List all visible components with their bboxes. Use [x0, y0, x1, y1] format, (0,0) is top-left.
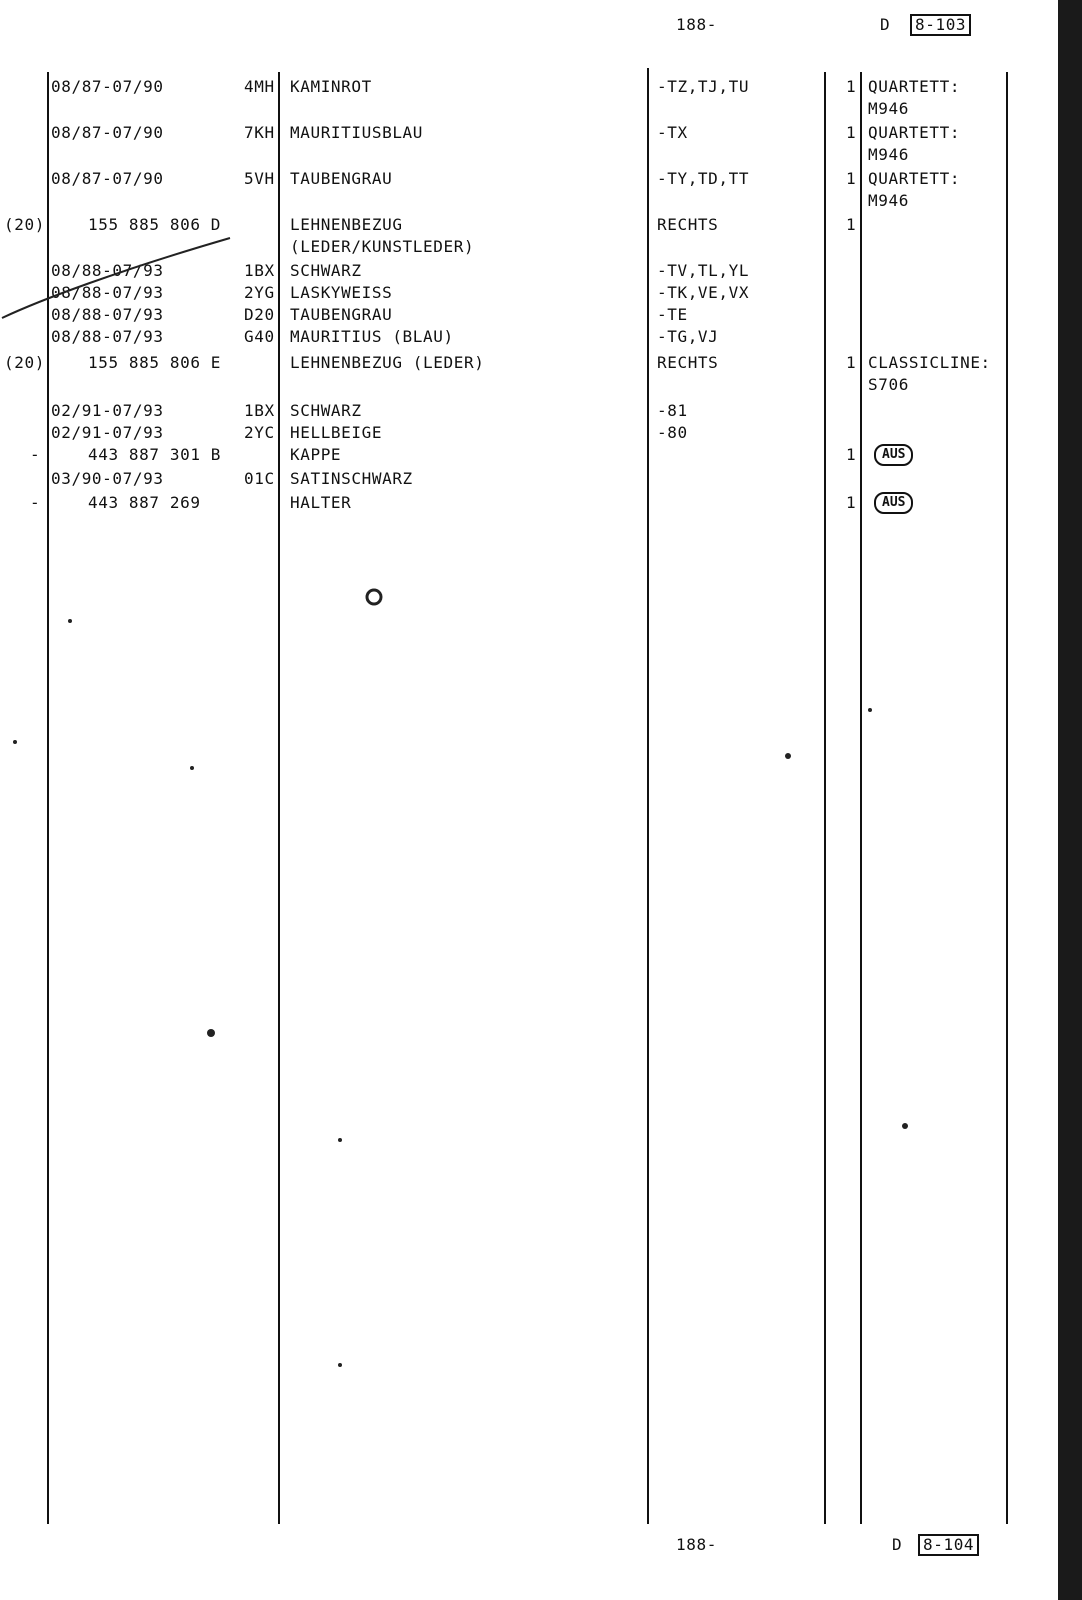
footer-page-number: 188-: [676, 1535, 717, 1554]
row-note2: M946: [868, 191, 909, 210]
row-code: 1BX: [244, 401, 275, 420]
row-qty: 1: [846, 123, 857, 142]
row-code: 7KH: [244, 123, 275, 142]
row-note2: M946: [868, 99, 909, 118]
row-code: 2YC: [244, 423, 275, 442]
speck: [367, 590, 381, 604]
row-variant: -TZ,TJ,TU: [657, 77, 750, 96]
row-desc: LEHNENBEZUG: [290, 215, 403, 234]
footer-lang: D: [892, 1535, 903, 1554]
row-date: 08/88-07/93: [51, 327, 164, 346]
row-note: QUARTETT:: [868, 169, 961, 188]
row-qty: 1: [846, 77, 857, 96]
row-desc: TAUBENGRAU: [290, 169, 393, 188]
row-variant: -80: [657, 423, 688, 442]
row-position: (20): [4, 353, 45, 372]
row-date: 03/90-07/93: [51, 469, 164, 488]
row-note: QUARTETT:: [868, 123, 961, 142]
row-part-number: 443 887 269: [88, 493, 201, 512]
row-qty: 1: [846, 169, 857, 188]
row-date: 08/88-07/93: [51, 283, 164, 302]
row-part-number: 155 885 806 E: [88, 353, 222, 372]
row-variant: RECHTS: [657, 353, 719, 372]
speck: [13, 740, 17, 744]
row-desc: TAUBENGRAU: [290, 305, 393, 324]
row-variant: -TV,TL,YL: [657, 261, 750, 280]
row-qty: 1: [846, 215, 857, 234]
footer-ref-box: 8-104: [918, 1534, 979, 1556]
row-variant: -81: [657, 401, 688, 420]
speck: [868, 708, 872, 712]
row-part-number: 155 885 806 D: [88, 215, 222, 234]
row-note2: S706: [868, 375, 909, 394]
header-page-number: 188-: [676, 15, 717, 34]
row-variant: -TY,TD,TT: [657, 169, 750, 188]
row-qty: 1: [846, 445, 857, 464]
row-date: 08/87-07/90: [51, 169, 164, 188]
row-desc: LEHNENBEZUG (LEDER): [290, 353, 485, 372]
header-lang: D: [880, 15, 891, 34]
speck: [190, 766, 194, 770]
speck: [338, 1363, 342, 1367]
speck: [785, 753, 791, 759]
aus-stamp: AUS: [874, 444, 913, 466]
row-note: QUARTETT:: [868, 77, 961, 96]
row-code: 1BX: [244, 261, 275, 280]
row-code: 5VH: [244, 169, 275, 188]
row-position: -: [30, 493, 41, 512]
speck: [902, 1123, 908, 1129]
row-variant: -TE: [657, 305, 688, 324]
row-variant: -TK,VE,VX: [657, 283, 750, 302]
row-date: 08/88-07/93: [51, 261, 164, 280]
row-note2: M946: [868, 145, 909, 164]
speck: [338, 1138, 342, 1142]
scan-edge-bar: [1058, 0, 1082, 1600]
row-code: 01C: [244, 469, 275, 488]
row-desc: KAMINROT: [290, 77, 372, 96]
row-desc: KAPPE: [290, 445, 342, 464]
row-date: 08/88-07/93: [51, 305, 164, 324]
speck: [68, 619, 72, 623]
row-desc: HELLBEIGE: [290, 423, 383, 442]
row-desc: SCHWARZ: [290, 261, 362, 280]
row-code: 2YG: [244, 283, 275, 302]
row-part-number: 443 887 301 B: [88, 445, 222, 464]
row-desc: HALTER: [290, 493, 352, 512]
row-code: 4MH: [244, 77, 275, 96]
row-variant: RECHTS: [657, 215, 719, 234]
row-desc: MAURITIUSBLAU: [290, 123, 424, 142]
row-date: 08/87-07/90: [51, 77, 164, 96]
row-desc: MAURITIUS (BLAU): [290, 327, 454, 346]
row-desc: SATINSCHWARZ: [290, 469, 413, 488]
pen-stroke: [2, 238, 230, 318]
row-date: 02/91-07/93: [51, 401, 164, 420]
speck: [207, 1029, 215, 1037]
aus-stamp: AUS: [874, 492, 913, 514]
row-desc2: (LEDER/KUNSTLEDER): [290, 237, 475, 256]
row-position: (20): [4, 215, 45, 234]
row-desc: SCHWARZ: [290, 401, 362, 420]
row-qty: 1: [846, 493, 857, 512]
row-variant: -TG,VJ: [657, 327, 719, 346]
row-desc: LASKYWEISS: [290, 283, 393, 302]
row-note: CLASSICLINE:: [868, 353, 991, 372]
row-qty: 1: [846, 353, 857, 372]
row-code: G40: [244, 327, 275, 346]
row-code: D20: [244, 305, 275, 324]
row-variant: -TX: [657, 123, 688, 142]
row-date: 08/87-07/90: [51, 123, 164, 142]
row-position: -: [30, 445, 41, 464]
row-date: 02/91-07/93: [51, 423, 164, 442]
header-ref-box: 8-103: [910, 14, 971, 36]
